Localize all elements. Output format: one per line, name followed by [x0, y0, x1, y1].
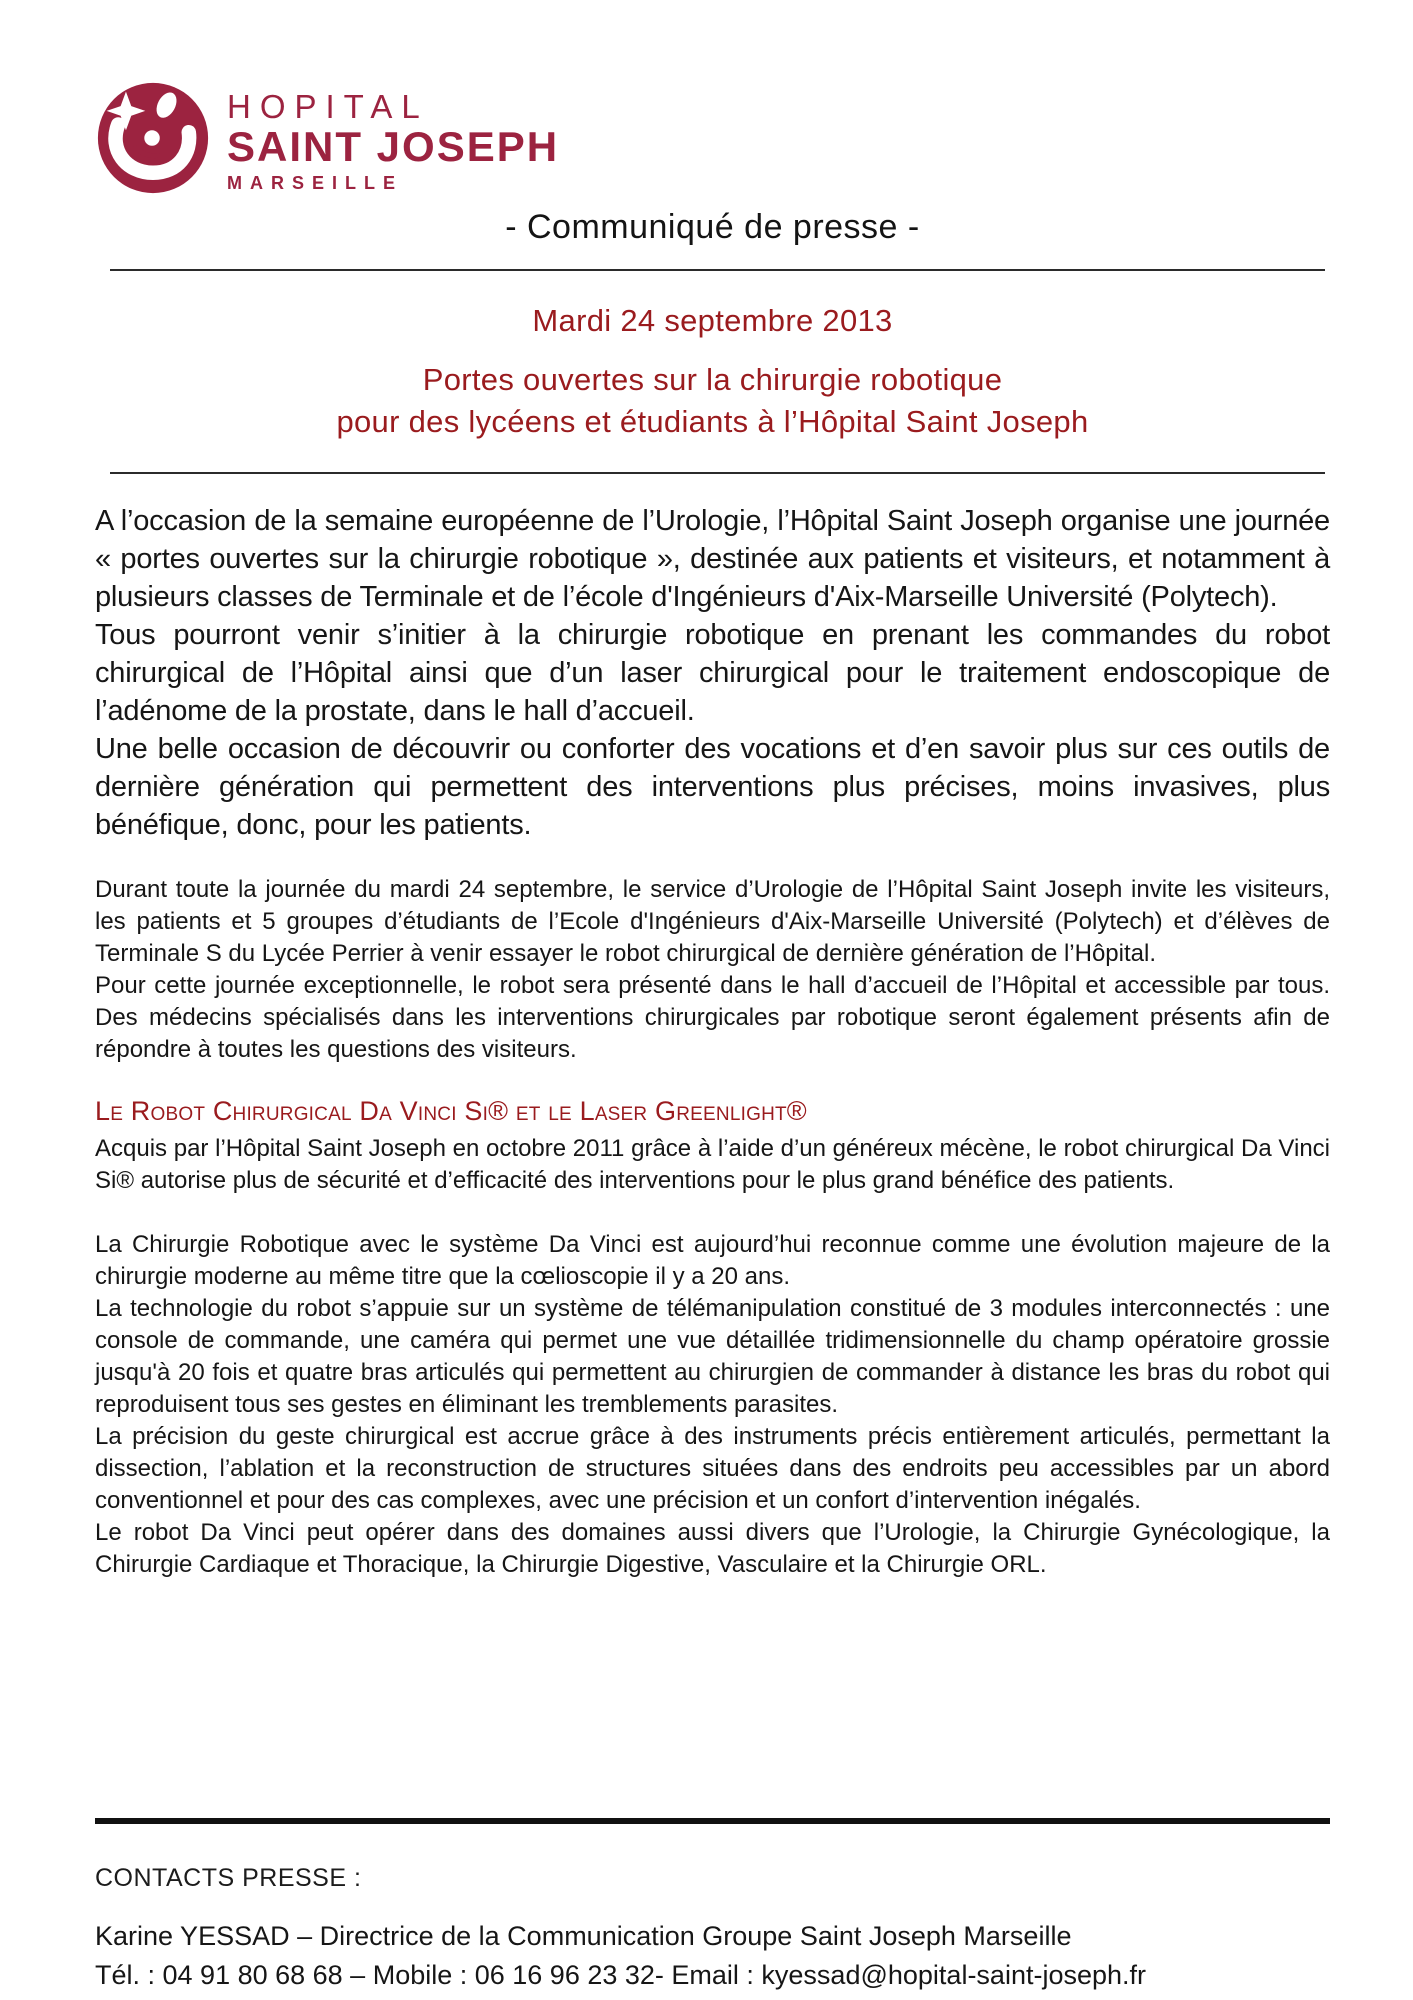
contact-phone-email-line: Tél. : 04 91 80 68 68 – Mobile : 06 16 96 23 32- Email : kyessad@hopital-saint-joseph.fr: [95, 1960, 1147, 1990]
release-title: [95, 359, 1330, 442]
title-line-2: pour des lycéens et étudiants à l’Hôpital Saint Joseph: [336, 403, 1089, 439]
details-paragraph-2: Pour cette journée exceptionnelle, le robot sera présenté dans le hall d’accueil de l’Hôpital et accessible par tous. Des médecins spécialisés dans les interventions chirurgicales par robotique seront également présents afin de répondre à toutes les questions des visiteurs.: [95, 972, 1330, 1064]
contact-name-line: Karine YESSAD – Directrice de la Communication Groupe Saint Joseph Marseille: [95, 1921, 1072, 1951]
document-type-heading: - Communiqué de presse -: [505, 208, 920, 246]
title-line-1: Portes ouvertes sur la chirurgie robotique: [422, 362, 1003, 397]
details-section: [95, 874, 1330, 1066]
press-contacts-footer: [95, 1818, 1330, 1991]
lead-paragraph-1: A l’occasion de la semaine européenne de l’Urologie, l’Hôpital Saint Joseph organise une journée « portes ouvertes sur la chirurgie robotique », destinée aux patients et visiteurs, et notamment à plusieurs classes de Terminale et de l’école d'Ingénieurs d'Aix-Marseille Université (Polytech).: [95, 505, 1330, 614]
robot-section: [95, 1096, 1330, 1581]
robot-paragraph-3: La technologie du robot s’appuie sur un système de télémanipulation constitué de 3 modules interconnectés : une console de commande, une caméra qui permet une vue détaillée tridimensionnelle du champ opératoire grossie jusqu'à 20 fois et quatre bras articulés qui permettent au chirurgien de commander à distance les bras du robot qui reproduisent tous ses gestes en éliminant les tremblements parasites.: [95, 1295, 1330, 1419]
lead-paragraph-3: Une belle occasion de découvrir ou conforter des vocations et d’en savoir plus sur ces outils de dernière génération qui permettent des interventions plus précises, moins invasives, plus bénéfique, donc, pour les patients.: [95, 733, 1330, 842]
divider-footer: [95, 1818, 1330, 1824]
divider-top: [110, 269, 1325, 271]
contacts-label: CONTACTS PRESSE :: [95, 1864, 362, 1892]
logo-marseille-text: MARSEILLE: [227, 173, 404, 194]
lead-paragraph-2: Tous pourront venir s’initier à la chirurgie robotique en prenant les commandes du robot chirurgical de l’Hôpital ainsi que d’un laser chirurgical pour le traitement endoscopique de l’adénome de la prostate, dans le hall d’accueil.: [95, 619, 1330, 728]
logo-saint-joseph-text: SAINT JOSEPH: [227, 123, 560, 170]
divider-under-title: [110, 472, 1325, 474]
logo-hopital-text: HOPITAL: [227, 88, 429, 125]
robot-paragraph-5: Le robot Da Vinci peut opérer dans des domaines aussi divers que l’Urologie, la Chirurgie Gynécologique, la Chirurgie Cardiaque et Thoracique, la Chirurgie Digestive, Vasculaire et la Chirurgie ORL.: [95, 1519, 1330, 1579]
lead-section: [95, 502, 1330, 844]
document-body: [95, 208, 1330, 1581]
hospital-logo-icon: [95, 80, 211, 196]
release-date: Mardi 24 septembre 2013: [532, 303, 893, 338]
robot-paragraph-4: La précision du geste chirurgical est accrue grâce à des instruments précis entièrement articulés, permettant la dissection, l’ablation et la reconstruction de structures situées dans des endroits peu accessibles par un abord conventionnel et pour des cas complexes, avec une précision et un confort d’intervention inégalés.: [95, 1423, 1330, 1515]
details-paragraph-1: Durant toute la journée du mardi 24 septembre, le service d’Urologie de l’Hôpital Saint Joseph invite les visiteurs, les patients et 5 groupes d’étudiants de l’Ecole d'Ingénieurs d'Aix-Marseille Université (Polytech) et d’élèves de Terminale S du Lycée Perrier à venir essayer le robot chirurgical de dernière génération de l’Hôpital.: [95, 876, 1330, 968]
hospital-logo-wordmark: [227, 80, 559, 194]
robot-paragraph-1: Acquis par l’Hôpital Saint Joseph en octobre 2011 grâce à l’aide d’un généreux mécène, le robot chirurgical Da Vinci Si® autorise plus de sécurité et d’efficacité des interventions pour le plus grand bénéfice des patients.: [95, 1135, 1330, 1195]
robot-section-heading: Le Robot Chirurgical Da Vinci Si® et le Laser Greenlight®: [95, 1096, 807, 1127]
robot-paragraph-2: La Chirurgie Robotique avec le système Da Vinci est aujourd’hui reconnue comme une évolution majeure de la chirurgie moderne au même titre que la cœlioscopie il y a 20 ans.: [95, 1231, 1330, 1291]
hospital-logo: [95, 80, 559, 196]
